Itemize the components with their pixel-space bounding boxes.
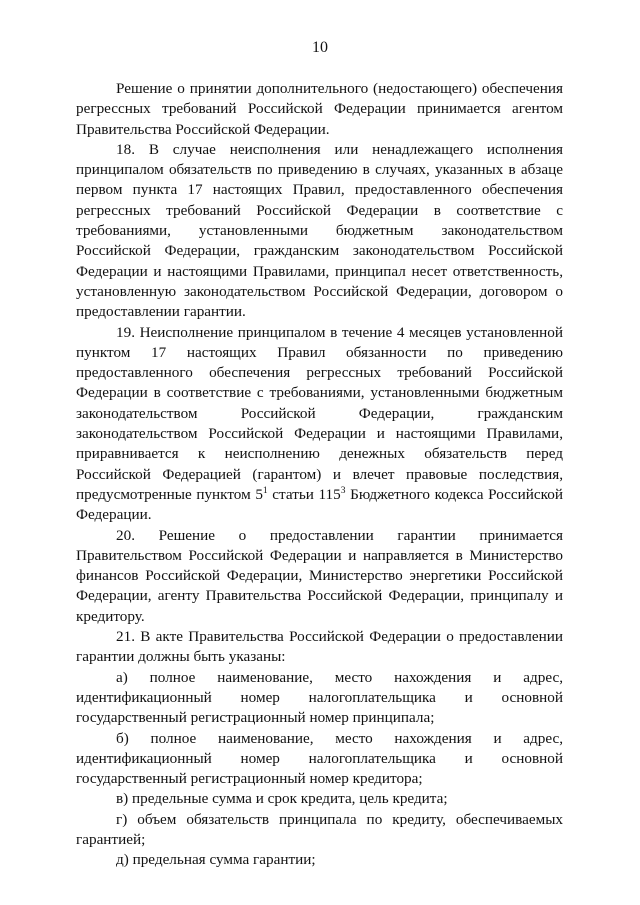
list-item-d xyxy=(76,850,563,870)
paragraph-text: б) полное наименование, место нахождения и адрес, идентификационный номер налогоплательщика и основной государственный регистрационный номер кредитора; xyxy=(76,729,563,788)
paragraph-text: в) предельные сумма и срок кредита, цель кредита; xyxy=(116,790,448,808)
page-number: 10 xyxy=(312,39,328,56)
list-item-v xyxy=(76,789,563,809)
paragraph-text: статьи 115 xyxy=(267,485,341,503)
superscript-mark: 3 xyxy=(340,485,346,496)
superscript-mark: 1 xyxy=(262,485,268,496)
paragraph-decision-additional-security xyxy=(76,79,563,140)
paragraph-text: 19. Неисполнение принципалом в течение 4 месяцев установленной пунктом 17 настоящих Правил обязанности по приведению предоставленного обеспечения регрессных требований Российской Федерации в соответствие с требованиями, установленными бюджетным законодательством Российской Федерации, гражданским законодательством Российской Федерации и настоящими Правилами, приравнивается к неисполнению денежных обязательств перед Российской Федерацией (гарантом) и влечет правовые последствия, предусмотренные пунктом 5 xyxy=(76,323,563,503)
document-body xyxy=(76,79,563,871)
paragraph-text: Бюджетного кодекса Российской Федерации. xyxy=(76,485,563,524)
list-item-b xyxy=(76,729,563,790)
paragraph-text: 18. В случае неисполнения или ненадлежащего исполнения принципалом обязательств по приведению в случаях, указанных в абзаце первом пункта 17 настоящих Правил, предоставленного обеспечения регрессных требований Российской Федерации в соответствие с требованиями, установленными бюджетным законодательством Российской Федерации, гражданским законодательством Российской Федерации и настоящими Правилами, принципал несет ответственность, установленную законодательством Российской Федерации, договором о предоставлении гарантии. xyxy=(76,140,563,321)
list-item-a xyxy=(76,668,563,729)
paragraph-text: г) объем обязательств принципала по кредиту, обеспечиваемых гарантией; xyxy=(76,810,563,848)
paragraph-item-19 xyxy=(76,323,563,526)
paragraph-text: д) предельная сумма гарантии; xyxy=(116,851,316,869)
paragraph-text: 21. В акте Правительства Российской Федерации о предоставлении гарантии должны быть указаны: xyxy=(76,628,563,666)
paragraph-text: Решение о принятии дополнительного (недостающего) обеспечения регрессных требований Российской Федерации принимается агентом Правительства Российской Федерации. xyxy=(76,80,563,138)
paragraph-item-20 xyxy=(76,526,563,627)
list-item-g xyxy=(76,810,563,851)
paragraph-text: а) полное наименование, место нахождения и адрес, идентификационный номер налогоплательщика и основной государственный регистрационный номер принципала; xyxy=(76,668,563,727)
paragraph-text: 20. Решение о предоставлении гарантии принимается Правительством Российской Федерации и направляется в Министерство финансов Российской Федерации, Министерство энергетики Российской Федерации, агенту Правительства Российской Федерации, принципалу и кредитору. xyxy=(76,526,563,625)
paragraph-item-18 xyxy=(76,140,563,323)
paragraph-item-21 xyxy=(76,627,563,668)
